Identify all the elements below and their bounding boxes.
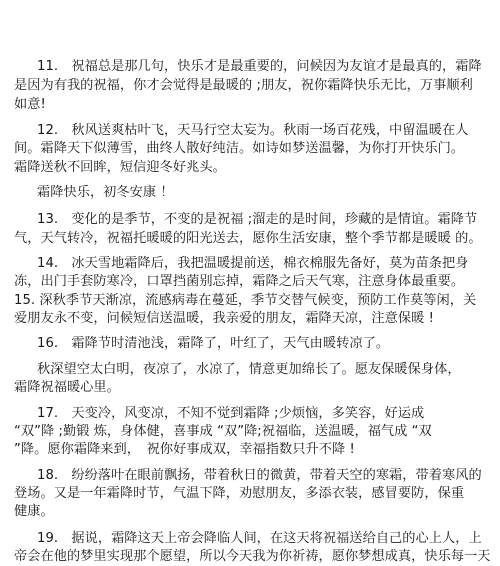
paragraph-16-line-1: 16. 霜降节时清池浅，霜降了，叶红了，天气由暖转凉了。 (37, 336, 390, 352)
paragraph-12-line-2: 间。霜降天下似薄雪，曲终人散好纯洁。如诗如梦送温馨，为你打开快乐门。 (14, 141, 465, 157)
paragraph-14-line-2: 冻，出门手套防寒冷，口罩挡菌别忘掉，霜降之后天气寒，注意身体最重要。 (14, 274, 465, 290)
paragraph-16b-line-2: 霜降祝福暖心里。 (14, 380, 120, 396)
paragraph-18-line-2: 登场。又是一年霜降时节，气温下降，劝慰朋友，多添衣装，感冒要防，保重 (14, 486, 465, 501)
paragraph-15-line-2: 爱朋友永不变，问候短信送温暖，我亲爱的朋友，霜降天凉，注意保暖 ! (14, 311, 434, 326)
paragraph-17-line-3: ”降。愿你霜降来到， 祝你好事成双，幸福指数只升不降 ! (14, 442, 355, 458)
paragraph-12-line-1: 12. 秋风送爽枯叶飞，天马行空太妄为。秋雨一场百花残，中留温暖在人 (37, 122, 469, 138)
paragraph-19-line-2: 帝会在他的梦里实现那个愿望，所以今天我为你祈祷，愿你梦想成真，快乐每一天 (14, 549, 491, 564)
paragraph-14-line-1: 14. 冰天雪地霜降后，我把温暖提前送，棉衣棉服先备好，莫为苗条把身 (37, 255, 469, 271)
paragraph-13-line-1: 13. 变化的是季节，不变的是祝福 ;溜走的是时间，珍藏的是情谊。霜降节 (37, 212, 478, 228)
paragraph-13-line-2: 气，天气转冷，祝福托暖暖的阳光送去，愿你生活安康，整个季节都是暖暖 的。 (14, 230, 482, 246)
paragraph-11-line-2: 是因为有我的祝福，你才会觉得是最暖的 ;朋友，祝你霜降快乐无比，万事顺利 (14, 78, 473, 94)
paragraph-17-line-1: 17. 天变冷，风变凉，不知不觉到霜降 ;少烦恼，多笑容，好运成 (37, 405, 425, 421)
greeting-line: 霜降快乐，初冬安康 ！ (37, 185, 174, 200)
paragraph-17-line-2: “双”降 ;勤锻 炼，身体健，喜事成 “双”降;祝福临，送温暖，福气成 “双 (14, 423, 432, 439)
paragraph-11-line-1: 11. 祝福总是那几句，快乐才是最重要的，问候因为友谊才是最真的，霜降 (37, 59, 482, 74)
paragraph-11-line-3: 如意! (14, 96, 46, 112)
paragraph-18-line-1: 18. 纷纷落叶在眼前飘扬，带着秋日的微黄，带着天空的寒霜，带着寒风的 (37, 467, 482, 483)
paragraph-18-line-3: 健康。 (14, 504, 54, 520)
paragraph-16b-line-1: 秋深望空太白明，夜凉了，水凉了，情意更加绵长了。愿友保暖保身体， (37, 361, 461, 377)
paragraph-12-line-3: 霜降送秋不回眸，短信迎冬好兆头。 (14, 159, 226, 175)
paragraph-19-line-1: 19. 据说，霜降这天上帝会降临人间，在这天将祝福送给自己的心上人，上 (37, 530, 482, 546)
paragraph-15-line-1: 15. 深秋季节天渐凉，流感病毒在蔓延，季节交替气候变，预防工作莫等闲，关 (14, 292, 477, 308)
